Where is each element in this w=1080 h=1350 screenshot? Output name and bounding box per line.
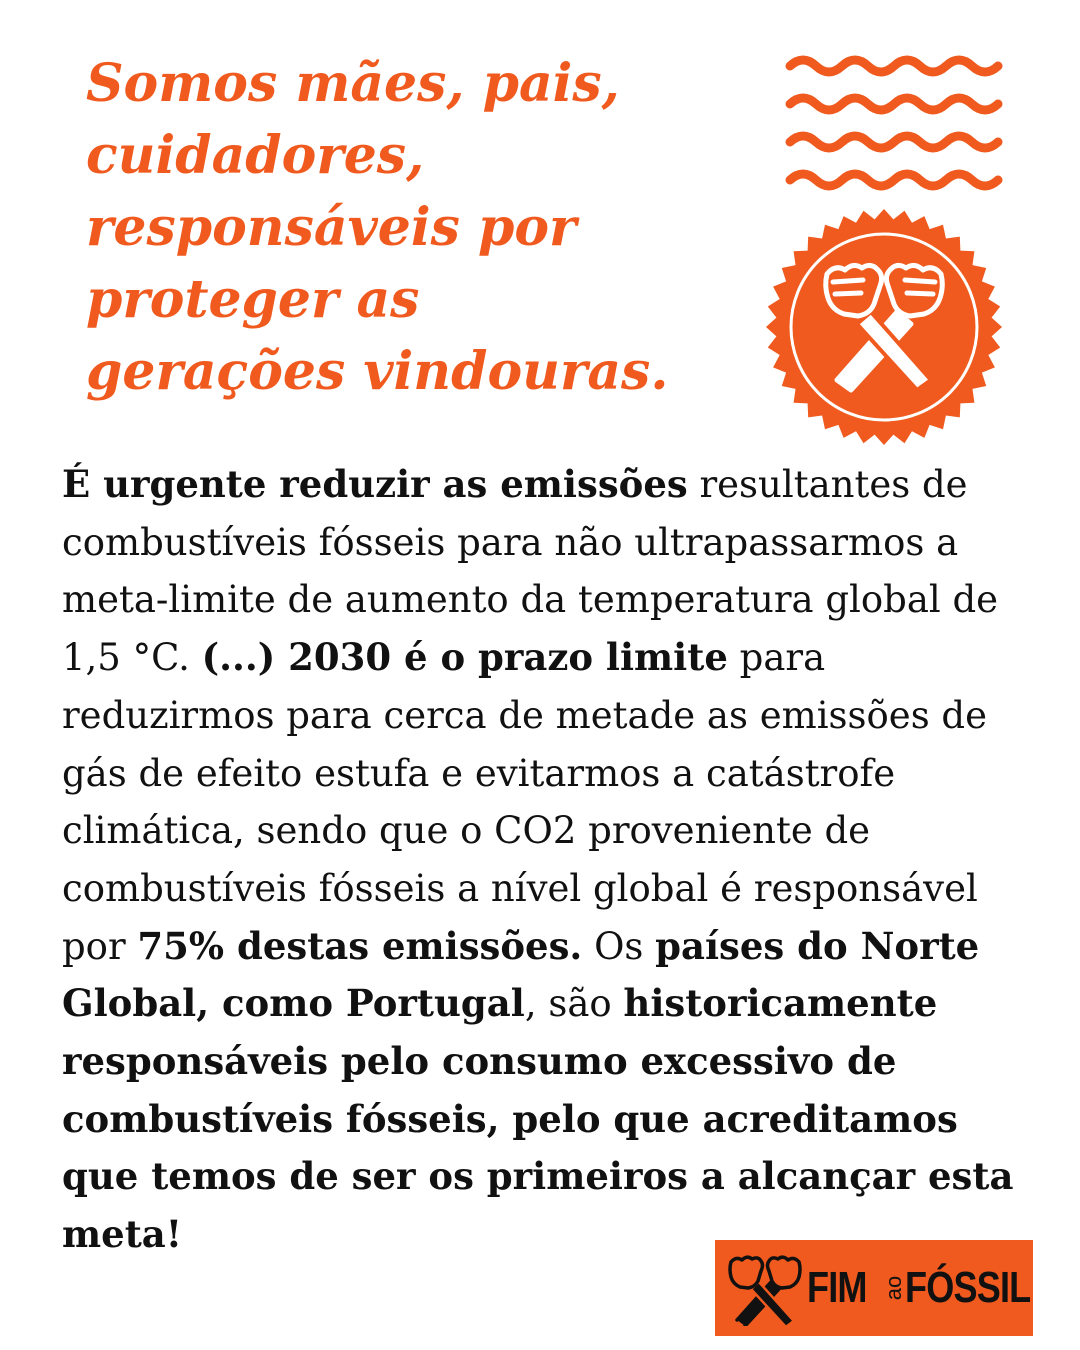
body-bold-text: É urgente reduzir as emissões bbox=[62, 462, 688, 506]
headline-line: responsáveis por bbox=[86, 197, 577, 258]
body-text: resultantes de combustíveis fósseis para não ultrapassarmos a meta-limite de aumento da temperatura global de 1,5 °C. bbox=[62, 463, 999, 680]
body-bold-text: 75% destas emissões. bbox=[137, 923, 583, 968]
body-text: para reduzirmos para cerca de metade as emissões de gás de efeito estufa e evitarmos a catástrofe climática, sendo que o CO2 proveniente de combustíveis fósseis a nível global é responsável por bbox=[62, 636, 988, 968]
crossed-fists-icon bbox=[727, 1250, 803, 1326]
headline-line: gerações vindouras. bbox=[86, 341, 669, 402]
headline-line: Somos mães, pais, bbox=[86, 53, 620, 114]
headline-line: proteger as bbox=[86, 269, 420, 330]
body-text: , são bbox=[524, 982, 624, 1026]
crossed-fists-seal-icon bbox=[765, 208, 1003, 446]
logo-word-ao: ao bbox=[881, 1275, 906, 1301]
body-paragraph bbox=[62, 456, 1042, 1264]
body-text: Os bbox=[582, 924, 656, 968]
body-bold-text: países do Norte Global, como Portugal bbox=[62, 923, 980, 1026]
body-bold-text: (...) 2030 é o prazo limite bbox=[201, 635, 728, 680]
logo-word-fossil: FÓSSIL bbox=[905, 1263, 1031, 1312]
logo-word-fim: FIM bbox=[807, 1263, 867, 1312]
logo-wordmark bbox=[807, 1240, 1031, 1336]
headline bbox=[86, 48, 726, 408]
body-bold-text: historicamente responsáveis pelo consumo excessivo de combustíveis fósseis, pelo que acreditamos que temos de ser os primeiros a alcançar esta meta! bbox=[62, 981, 1014, 1257]
headline-line: cuidadores, bbox=[86, 125, 425, 186]
wavy-lines-icon bbox=[782, 52, 1010, 192]
fim-ao-fossil-logo bbox=[715, 1240, 1033, 1336]
